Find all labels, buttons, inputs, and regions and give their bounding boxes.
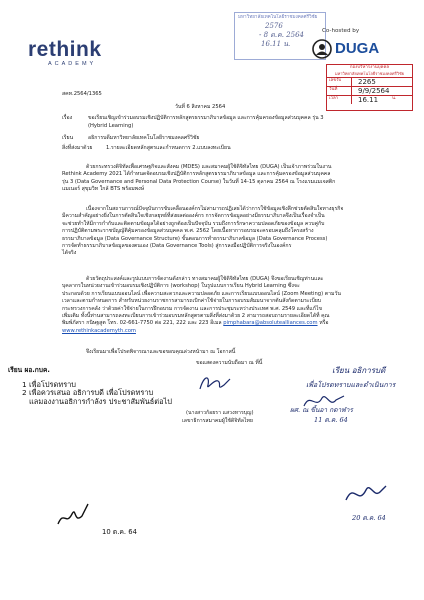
routing-left-item: 2 เพื่อควรเสนอ อธิการบดี เพื่อโปรดทราบ xyxy=(22,388,154,398)
p2-line: ได้จริง xyxy=(62,250,77,257)
p2-line: การจัดทำธรรมาภิบาลข้อมูลของตนเอง (Data Governance Tools) สู่การลงมือปฏิบัติการจริงในองค์กร xyxy=(62,243,292,250)
stamp-date-label: วันที่ xyxy=(327,87,352,95)
routing-left-signature-mark xyxy=(56,500,96,530)
p1-line: ด้วยกระทรวงดิจิทัลเพื่อเศรษฐกิจและสังคม (MDES) และสมาคมผู้ใช้ดิจิทัลไทย (DUGA) เป็นเจ้าภาพร่วมในงาน xyxy=(86,164,332,170)
p2-line: การปฏิบัติตามพระราชบัญญัติคุ้มครองข้อมูลส่วนบุคคล พ.ศ. 2562 โดยเนื้อหาการอบรมจะครอบคลุมถึงโครงสร้าง xyxy=(62,228,314,235)
website-link[interactable]: www.rethinkacademyth.com xyxy=(62,327,136,334)
routing-right-signature-2 xyxy=(340,478,390,512)
routing-right-date1: 11 ต.ค. 64 xyxy=(314,416,348,424)
email-tail: หรือ xyxy=(319,320,329,327)
routing-left-signature xyxy=(56,500,96,534)
closing-text: ขอแสดงความนับถือมา ณ ที่นี้ xyxy=(196,360,263,366)
stamp-org: มหาวิทยาลัยเทคโนโลยีราชมงคลศรีวิชัย xyxy=(238,15,318,20)
stamp-time-value: 16.11 xyxy=(358,96,379,104)
signer-name: (นางสาวก้อยรา แสวงหารบุญ) xyxy=(186,410,254,416)
doc-number: สคท.2564/1365 xyxy=(62,91,102,97)
stamp-row-date xyxy=(327,87,412,96)
p3-line: เพิ่มเติม ทั้งนี้ท่านสามารถลงทะเบียนการเข้าร่วมอบรมหลักสูตรตามสิ่งที่ส่งมาด้วย 2 สามารถสอบถามรายละเอียดได้ที่ คุณ xyxy=(62,313,330,320)
routing-right-line2: ผศ. ณ ขึ้นอา กดาฬาร xyxy=(290,406,353,414)
routing-right-to: เรียน อธิการบดี xyxy=(332,366,386,375)
author-signature-mark xyxy=(196,371,236,395)
routing-left-item: แลมองงานอธิการกำลังร ประชาสัมพันธ์ต่อไป xyxy=(22,396,172,406)
stamp-row-time xyxy=(327,96,412,104)
p1-line: Rethink Academy 2021 ได้กำหนดจัดอบรมเชิงปฏิบัติการหลักสูตรธรรมาภิบาลข้อมูล และการคุ้มครองข้อมูลส่วนบุคคล xyxy=(62,171,331,178)
routing-right-signature-mark xyxy=(340,478,390,508)
p3-line-email-row xyxy=(62,320,341,327)
paragraph-2 xyxy=(62,206,343,258)
p3-line: บุคลากรในหน่วยงานเข้าร่วมอบรมเชิงปฏิบัติการ (workshop) ในรูปแบบการเรียน Hybrid Learning ซึ่งจะ xyxy=(62,283,300,290)
routing-left-to: เรียน ผอ.กบค. xyxy=(8,366,50,374)
stamp-time-unit: น. xyxy=(392,96,397,101)
signer-title: เลขาธิการสมาคมผู้ใช้ดิจิทัลไทย xyxy=(182,418,253,424)
paragraph-4: จึงเรียนมาเพื่อโปรดพิจารณาและขอขอบคุณล่วงหน้ามา ณ โอกาสนี้ xyxy=(86,349,236,355)
enclosure-value: 1.รายละเอียดหลักสูตรและกำหนดการ 2.แบบลงทะเบียน xyxy=(106,145,231,151)
duga-logo xyxy=(312,38,382,60)
duga-icon xyxy=(312,39,332,59)
p2-line: มีความสำคัญอย่างยิ่งในการตัดสินใจเชิงกลยุทธ์ที่ส่งผลต่อองค์กร การจัดการข้อมูลอย่างมีธรรมาภิบาลจึงเป็นเรื่องจำเป็น xyxy=(62,213,325,220)
duga-text: DUGA xyxy=(335,40,380,57)
p2-line: ธรรมาภิบาลข้อมูล (Data Governance Structure) ขั้นตอนการทำธรรมาภิบาลข้อมูล (Data Governance Process) xyxy=(62,235,328,242)
cohost-label: Co-hosted by xyxy=(322,28,360,34)
rethink-logo xyxy=(28,38,102,67)
p1-line: รุ่น 3 (Data Governance and Personal Data Protection Course) ในวันที่ 14-15 ตุลาคม 2564 ณ โรงแรมแมเจสติก xyxy=(62,178,336,185)
stamp-number-value: 2265 xyxy=(358,78,376,86)
stamp-time-label: เวลา xyxy=(327,96,352,104)
routing-right-date2: 20 ต.ค. 64 xyxy=(352,514,386,522)
p3-contact: พิมพ์ภัสรา กนิษฐสูต โทร. 02-661-7750 ต่อ 221, 222 และ 223 อีเมล xyxy=(62,320,222,327)
routing-right-line1: เพื่อโปรดทราบและดำเนินการ xyxy=(306,381,396,389)
p3-line: ประกอบด้วย การเรียนแบบออนไลน์ เพื่อความสะดวกและความปลอดภัย และการเรียนแบบออนไลน์ (Zoom Meeting) ตามวัน xyxy=(62,290,341,297)
p2-line: จะช่วยทำให้มีการกำกับและติดตามข้อมูลได้อย่างถูกต้องเป็นปัจจุบัน รวมถึงการรักษาความปลอดภัยของข้อมูล ควบคู่กับ xyxy=(62,220,325,227)
subject-label: เรื่อง xyxy=(62,115,73,121)
contact-email-link[interactable]: pimphabara@absolutealliances.com xyxy=(223,320,318,327)
routing-left-date: 10 ต.ค. 64 xyxy=(102,528,137,536)
paragraph-3 xyxy=(62,276,341,335)
routing-left-item: 1 เพื่อโปรดทราบ xyxy=(22,379,77,389)
stamp-box-org2: มหาวิทยาลัยเทคโนโลยีราชมงคลศรีวิชัย xyxy=(327,71,412,78)
stamp-time: 16.11 น. xyxy=(261,40,291,48)
stamp-date: - 8 ต.ค. 2564 xyxy=(259,31,304,39)
p1-line: แมเนอร์ สุขุมวิท ใกล้ BTS พร้อมพงษ์ xyxy=(62,186,145,193)
stamp-number: 2576 xyxy=(265,22,283,30)
author-signature xyxy=(196,371,236,399)
subject-line1: ขอเรียนเชิญเข้าร่วมอบรมเชิงปฏิบัติการหลักสูตรธรรมาภิบาลข้อมูล และการคุ้มครองข้อมูลส่วนบุคคล รุ่น 3 xyxy=(88,115,324,121)
subject-line2: (Hybrid Learning) xyxy=(88,123,134,129)
doc-date: วันที่ 6 สิงหาคม 2564 xyxy=(175,104,226,110)
stamp-date-value: 9/9/2564 xyxy=(358,87,390,95)
stamp-number-label: เลขรับ xyxy=(327,78,352,86)
logo-sub: ACADEMY xyxy=(48,61,97,67)
received-stamp-box xyxy=(326,64,413,111)
p3-line: เวลาและตามกำหนดการ สำหรับหน่วยงานราชการสามารถเบิกค่าใช้จ่ายในการอบรมสัมมนาจากต้นสังกัดตามระเบียบ xyxy=(62,298,322,305)
stamp-box-org1: กองบริหารงานบุคคล xyxy=(349,65,390,70)
to-value: อธิการบดีมหาวิทยาลัยเทคโนโลยีราชมงคลศรีวิชัย xyxy=(88,135,200,141)
paragraph-1 xyxy=(62,164,335,194)
routing-left xyxy=(8,366,172,406)
p3-line: กระทรวงการคลัง ว่าด้วยค่าใช้จ่ายในการฝึกอบรม การจัดงาน และการประชุมระหว่างประเทศ พ.ศ. 2549 และที่แก้ไข xyxy=(62,305,323,312)
logo-word: rethink xyxy=(28,38,102,61)
stamp-row-number xyxy=(327,78,412,87)
to-label: เรียน xyxy=(62,135,74,141)
p3-line: ด้วยวัตถุประสงค์และรูปแบบการจัดงานดังกล่าว ทางสมาคมผู้ใช้ดิจิทัลไทย (DUGA) จึงขอเรียนเชิญท่านและ xyxy=(86,276,324,282)
p2-line: เนื่องจากในสถานการณ์ปัจจุบันการขับเคลื่อนองค์กรไม่สามารถปฏิเสธได้ว่าการใช้ข้อมูลเชิงลึกช่วยตัดสินใจทางธุรกิจ xyxy=(86,206,344,212)
enclosure-label: สิ่งที่ส่งมาด้วย xyxy=(62,145,93,151)
